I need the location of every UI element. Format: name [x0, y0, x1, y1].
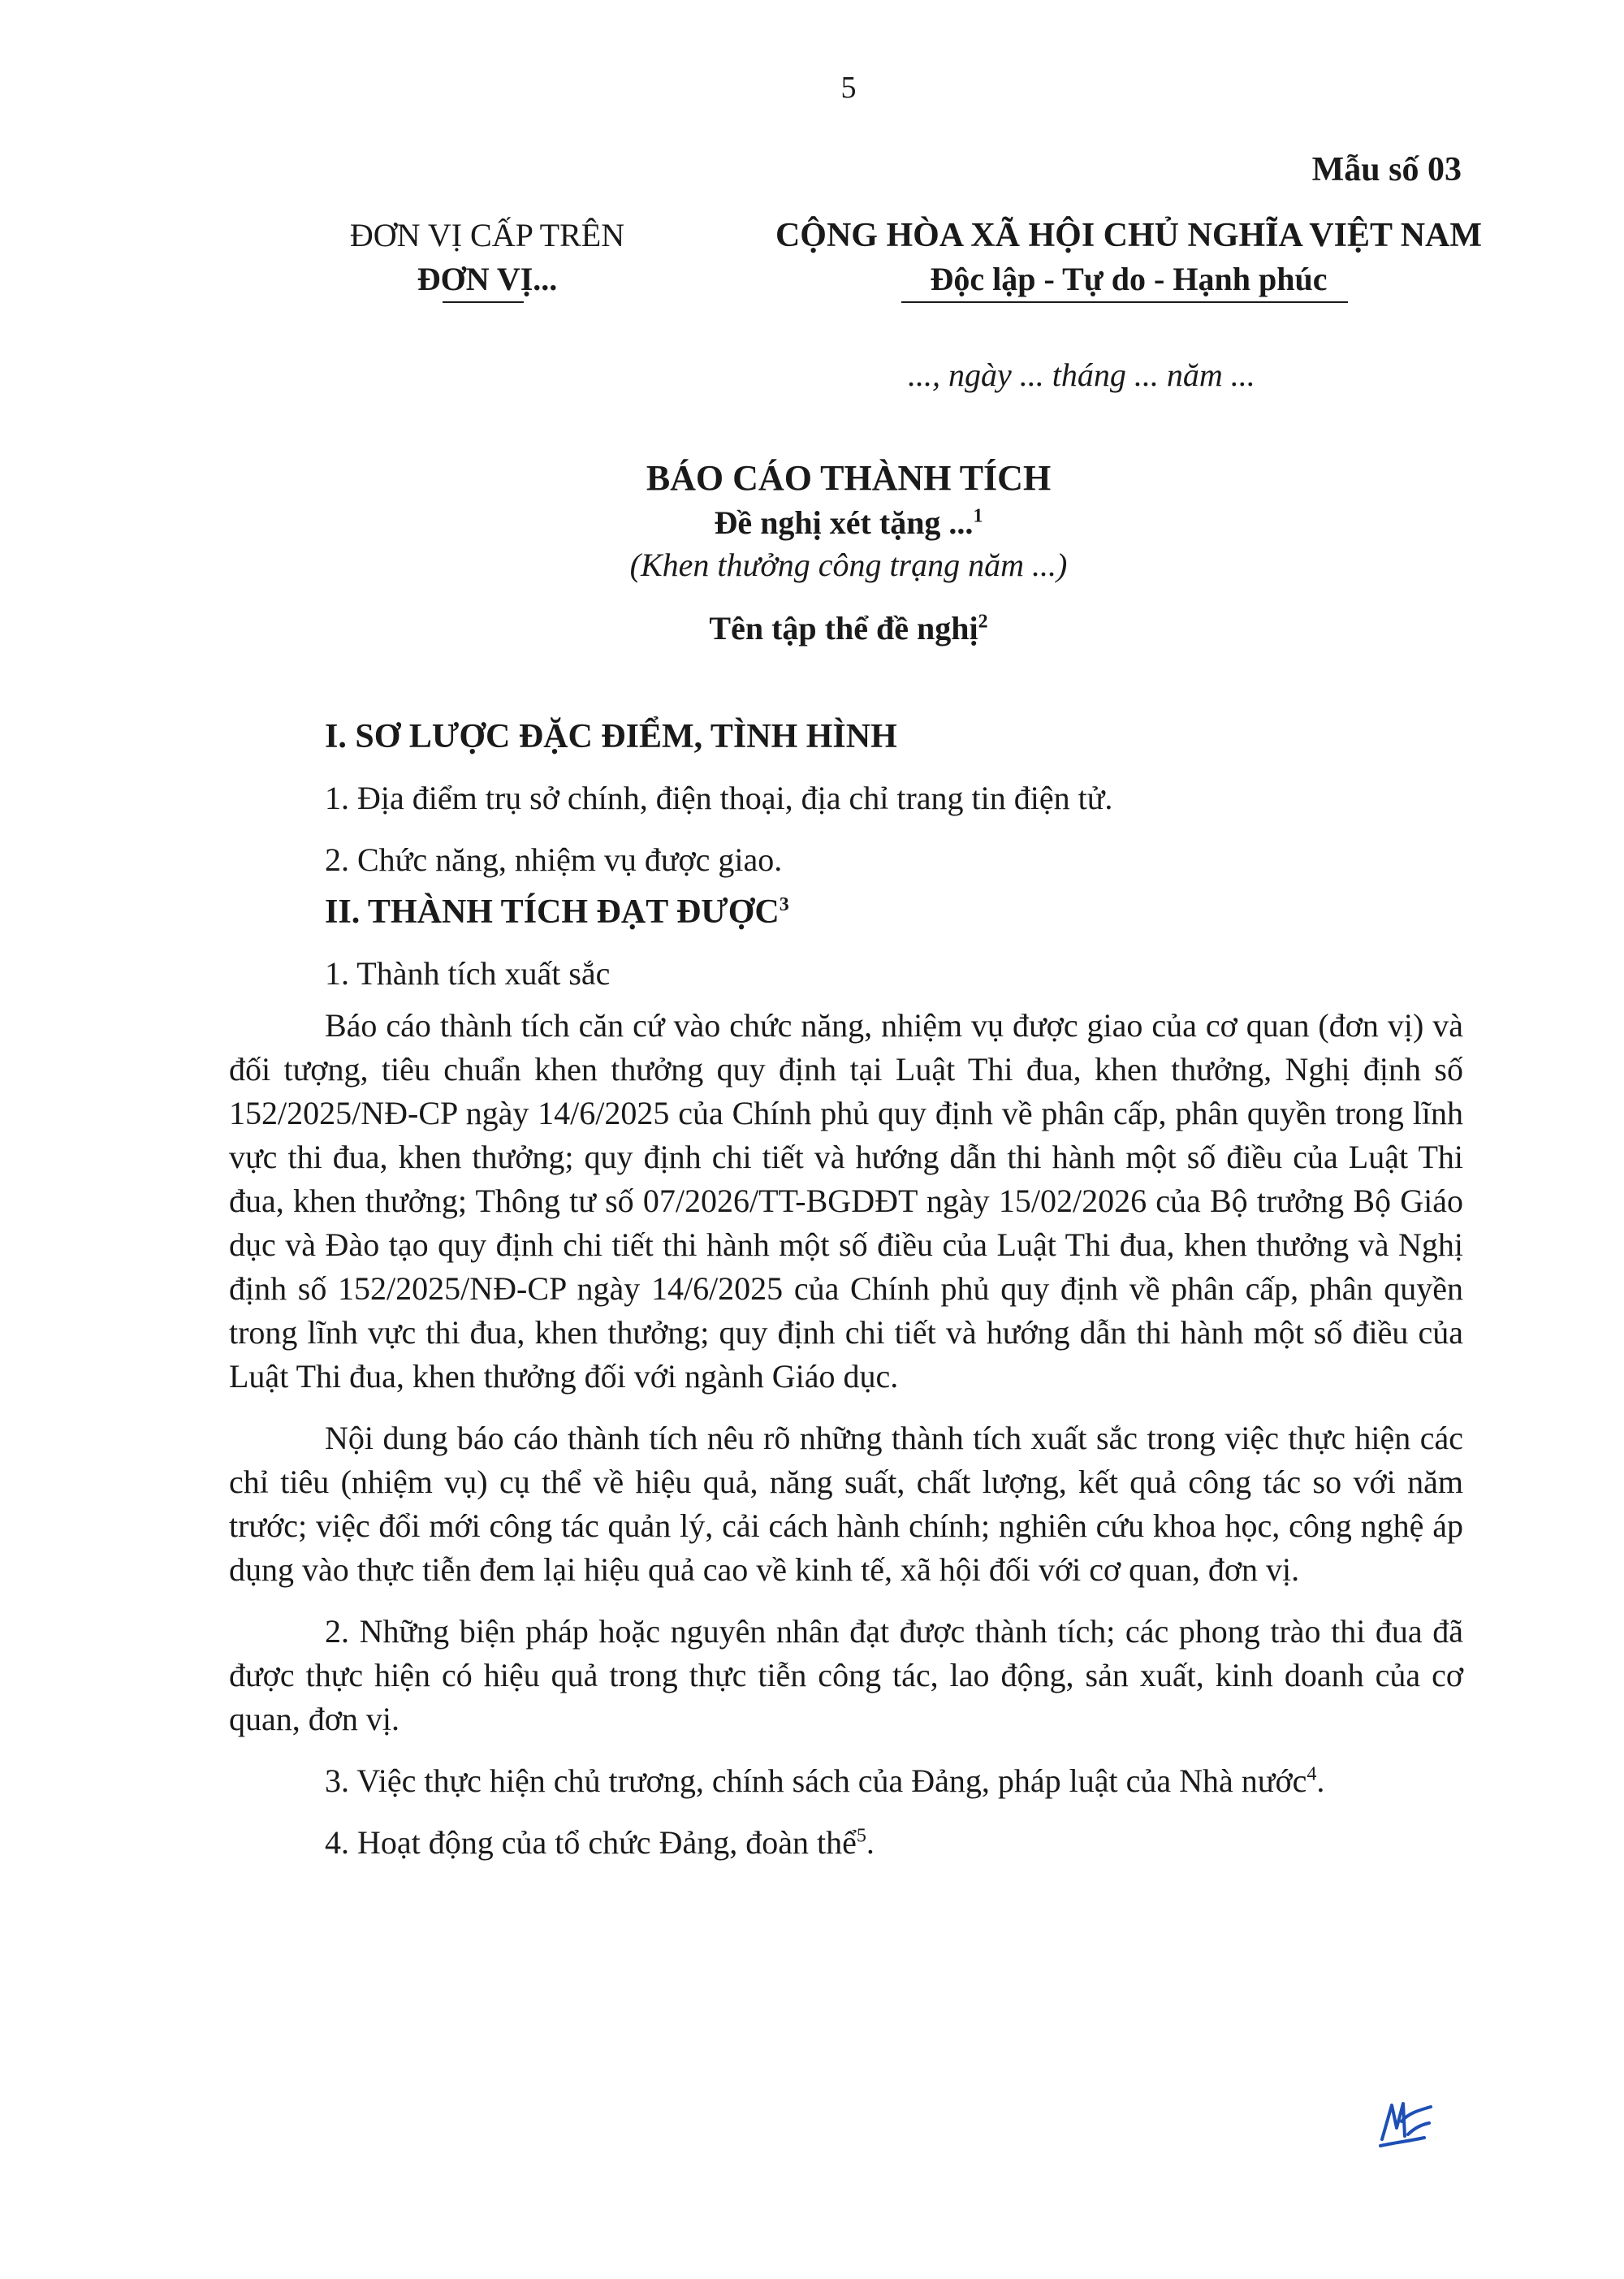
section1-item-1: 1. Địa điểm trụ sở chính, điện thoại, địa chỉ trang tin điện tử. — [325, 780, 1113, 816]
section1-item-2: 2. Chức năng, nhiệm vụ được giao. — [325, 841, 783, 878]
report-title: BÁO CÁO THÀNH TÍCH — [646, 458, 1052, 498]
collective-name-line — [0, 608, 1624, 650]
section-heading-1: I. SƠ LƯỢC ĐẶC ĐIỂM, TÌNH HÌNH — [325, 718, 897, 755]
collective-name: Tên tập thể đề nghị — [709, 610, 978, 647]
handwritten-initial-mark — [1372, 2089, 1437, 2154]
report-body — [229, 715, 1463, 1883]
paragraph-legal-basis: Báo cáo thành tích căn cứ vào chức năng, nhiệm vụ được giao của cơ quan (đơn vị) và đối tượng, tiêu chuẩn khen thưởng quy định tại Luật Thi đua, khen thưởng, Nghị định số 152/2025/NĐ-CP ngày 14/6/2025 của Chính phủ quy định về phân cấp, phân quyền trong lĩnh vực thi đua, khen thưởng; quy định chi tiết và hướng dẫn thi hành một số điều của Luật Thi đua, khen thưởng; Thông tư số 07/2026/TT-BGDĐT ngày 15/02/2026 của Bộ trưởng Bộ Giáo dục và Đào tạo quy định chi tiết thi hành một số điều của Luật Thi đua, khen thưởng và Nghị định số 152/2025/NĐ-CP ngày 14/6/2025 của Chính phủ quy định về phân cấp, phân quyền trong lĩnh vực thi đua, khen thưởng; quy định chi tiết và hướng dẫn thi hành một số điều của Luật Thi đua, khen thưởng đối với ngành Giáo dục. — [229, 1007, 1463, 1395]
section2-item-3-text: 3. Việc thực hiện chủ trương, chính sách của Đảng, pháp luật của Nhà nước — [325, 1762, 1307, 1799]
date-line: ..., ngày ... tháng ... năm ... — [908, 357, 1255, 393]
footnote-ref-2: 2 — [978, 611, 988, 633]
subsection-excellent-achievements: 1. Thành tích xuất sắc — [325, 955, 611, 992]
footnote-ref-3: 3 — [779, 894, 789, 915]
form-number: Mẫu số 03 — [1311, 151, 1462, 188]
page-number: 5 — [840, 71, 857, 105]
section-heading-2 — [325, 890, 1463, 934]
footnote-ref-5: 5 — [856, 1825, 866, 1847]
proposal-line — [0, 502, 1624, 544]
superior-unit: ĐƠN VỊ CẤP TRÊN — [349, 217, 625, 253]
report-subtitle: (Khen thưởng công trạng năm ...) — [629, 547, 1068, 583]
title-block — [0, 455, 1624, 650]
unit-name: ĐƠN VỊ... — [417, 261, 558, 297]
motto-underline — [901, 301, 1348, 303]
section2-item-3: 3. Việc thực hiện chủ trương, chính sách của Đảng, pháp luật của Nhà nước$^4$. — [325, 1762, 1325, 1799]
issuer-underline — [443, 301, 524, 303]
nation-motto: Độc lập - Tự do - Hạnh phúc — [930, 261, 1328, 297]
section-heading-2-text: II. THÀNH TÍCH ĐẠT ĐƯỢC — [325, 893, 780, 931]
proposal-text: Đề nghị xét tặng ... — [714, 504, 974, 541]
section2-item-4: 4. Hoạt động của tổ chức Đảng, đoàn thể$^5$. — [325, 1824, 875, 1861]
issuer-block — [309, 214, 666, 301]
paragraph-report-content: Nội dung báo cáo thành tích nêu rõ những thành tích xuất sắc trong việc thực hiện các chỉ tiêu (nhiệm vụ) cụ thể về hiệu quả, năng suất, chất lượng, kết quả công tác so với năm trước; việc đổi mới công tác quản lý, cải cách hành chính; nghiên cứu khoa học, công nghệ áp dụng vào thực tiễn đem lại hiệu quả cao về kinh tế, xã hội đối với cơ quan, đơn vị. — [229, 1420, 1463, 1588]
national-header — [747, 214, 1510, 301]
section2-item-2: 2. Những biện pháp hoặc nguyên nhân đạt được thành tích; các phong trào thi đua đã được thực hiện có hiệu quả trong thực tiễn công tác, lao động, sản xuất, kinh doanh của cơ quan, đơn vị. — [229, 1613, 1463, 1737]
footnote-ref-4: 4 — [1307, 1763, 1317, 1785]
nation-name: CỘNG HÒA XÃ HỘI CHỦ NGHĨA VIỆT NAM — [775, 217, 1483, 254]
footnote-ref-1: 1 — [973, 505, 983, 527]
section2-item-4-text: 4. Hoạt động của tổ chức Đảng, đoàn thể — [325, 1824, 857, 1861]
